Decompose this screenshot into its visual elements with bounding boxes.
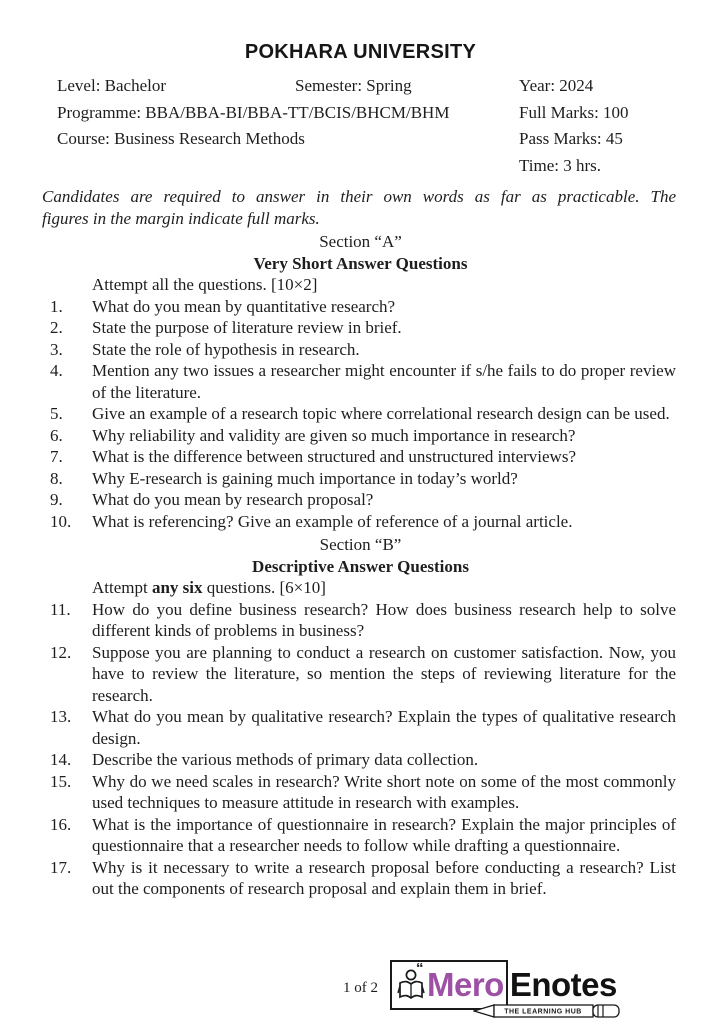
logo-tagline-text: THE LEARNING HUB bbox=[504, 1008, 582, 1016]
quote-decoration: “ bbox=[416, 960, 424, 977]
attempt-text: all the questions. [10×2] bbox=[151, 275, 318, 294]
pencil-banner bbox=[473, 1002, 621, 1020]
page-number: 1 of 2 bbox=[343, 980, 378, 997]
question-text: Why reliability and validity are given so much importance in research? bbox=[92, 425, 576, 445]
question-row bbox=[0, 403, 721, 425]
question-text: Why do we need scales in research? Write short note on some of the most commonly used techniques to measure attitude in research with examples. bbox=[92, 771, 676, 812]
logo-enotes-text: Enotes bbox=[509, 966, 617, 1003]
candidates-note bbox=[42, 186, 676, 229]
question-number: 10. bbox=[50, 511, 72, 531]
question-number: 17. bbox=[50, 857, 72, 877]
meroenotes-logo bbox=[390, 960, 617, 1018]
question-text: What do you mean by research proposal? bbox=[92, 490, 374, 509]
question-row bbox=[0, 771, 721, 814]
question-row bbox=[0, 446, 721, 468]
logo-mero-text: Mero bbox=[427, 966, 504, 1003]
question-number: 5. bbox=[50, 404, 63, 423]
header-row bbox=[0, 102, 721, 129]
header-year: Year: 2024 bbox=[519, 76, 594, 95]
header-level: Level: Bachelor bbox=[57, 76, 167, 95]
header-row bbox=[0, 155, 721, 182]
question-number: 9. bbox=[50, 490, 63, 509]
question-row bbox=[0, 511, 721, 533]
question-text: Mention any two issues a researcher might encounter if s/he fails to do proper review of the literature. bbox=[92, 361, 676, 402]
question-text: Give an example of a research topic where correlational research design can be used. bbox=[92, 404, 670, 423]
attempt-text: questions. [6×10] bbox=[202, 578, 326, 597]
header-full-marks: Full Marks: 100 bbox=[519, 102, 629, 122]
question-text: What do you mean by qualitative research? Explain the types of qualitative research design. bbox=[92, 707, 676, 748]
question-row bbox=[0, 296, 721, 318]
question-text: What is referencing? Give an example of reference of a journal article. bbox=[92, 511, 573, 531]
header-semester: Semester: Spring bbox=[295, 76, 412, 95]
question-row bbox=[0, 599, 721, 642]
question-text: How do you define business research? How does business research help to solve different kinds of problems in business? bbox=[92, 599, 676, 640]
header-row bbox=[0, 128, 721, 155]
question-number: 13. bbox=[50, 707, 72, 726]
header-row bbox=[0, 75, 721, 102]
question-text: State the purpose of literature review in brief. bbox=[92, 318, 402, 337]
attempt-bold-text: any six bbox=[151, 578, 203, 597]
section-b-attempt-line bbox=[0, 577, 721, 599]
question-row bbox=[0, 339, 721, 361]
question-text: What do you mean by quantitative research? bbox=[92, 296, 396, 316]
question-text: What is the difference between structured and unstructured interviews? bbox=[92, 447, 576, 466]
question-number: 8. bbox=[50, 468, 63, 488]
question-number: 11. bbox=[50, 599, 71, 619]
question-text: Describe the various methods of primary data collection. bbox=[92, 750, 479, 769]
candidates-note-line2: figures in the margin indicate full marks. bbox=[42, 208, 320, 228]
question-number: 6. bbox=[50, 425, 63, 445]
header-pass-marks: Pass Marks: 45 bbox=[519, 129, 623, 148]
question-row bbox=[0, 317, 721, 339]
question-row bbox=[0, 360, 721, 403]
header-programme: Programme: BBA/BBA-BI/BBA-TT/BCIS/BHCM/BHM bbox=[57, 102, 450, 122]
question-text: State the role of hypothesis in research. bbox=[92, 339, 360, 359]
question-row bbox=[0, 706, 721, 749]
question-number: 14. bbox=[50, 750, 72, 769]
header-info bbox=[0, 75, 721, 181]
question-row bbox=[0, 749, 721, 771]
header-course: Course: Business Research Methods bbox=[57, 129, 305, 148]
question-row bbox=[0, 489, 721, 511]
question-number: 1. bbox=[50, 296, 63, 316]
page-title: POKHARA UNIVERSITY bbox=[244, 41, 477, 63]
question-row bbox=[0, 814, 721, 857]
page-footer bbox=[343, 960, 617, 1018]
attempt-text: Attempt bbox=[92, 275, 152, 294]
candidates-note-line1: Candidates are required to answer in their own words as far as practicable. The bbox=[42, 187, 676, 206]
section-a-heading: Section “A” bbox=[319, 232, 402, 251]
question-number: 16. bbox=[50, 814, 72, 834]
question-number: 4. bbox=[50, 361, 63, 380]
question-number: 7. bbox=[50, 447, 63, 466]
question-number: 2. bbox=[50, 318, 63, 337]
question-row bbox=[0, 857, 721, 900]
question-row bbox=[0, 468, 721, 490]
question-text: Why is it necessary to write a research proposal before conducting a research? List out the components of research proposal and explain them in brief. bbox=[92, 857, 676, 898]
section-a-attempt-line bbox=[0, 274, 721, 296]
question-text: Why E-research is gaining much importance in today’s world? bbox=[92, 468, 518, 488]
question-row bbox=[0, 425, 721, 447]
section-a-subheading: Very Short Answer Questions bbox=[253, 253, 468, 273]
attempt-text: Attempt bbox=[92, 578, 152, 597]
question-number: 12. bbox=[50, 642, 72, 662]
question-row bbox=[0, 642, 721, 707]
section-b-subheading: Descriptive Answer Questions bbox=[252, 556, 469, 576]
question-number: 3. bbox=[50, 339, 63, 359]
section-b-heading: Section “B” bbox=[319, 535, 402, 554]
question-text: Suppose you are planning to conduct a research on customer satisfaction. Now, you have to review the literature, so mention the steps of reviewing literature for the research. bbox=[92, 642, 676, 705]
header-time: Time: 3 hrs. bbox=[519, 155, 602, 175]
question-number: 15. bbox=[50, 771, 72, 791]
question-text: What is the importance of questionnaire in research? Explain the major principles of questionnaire that a researcher needs to follow while drafting a questionnaire. bbox=[92, 814, 676, 855]
